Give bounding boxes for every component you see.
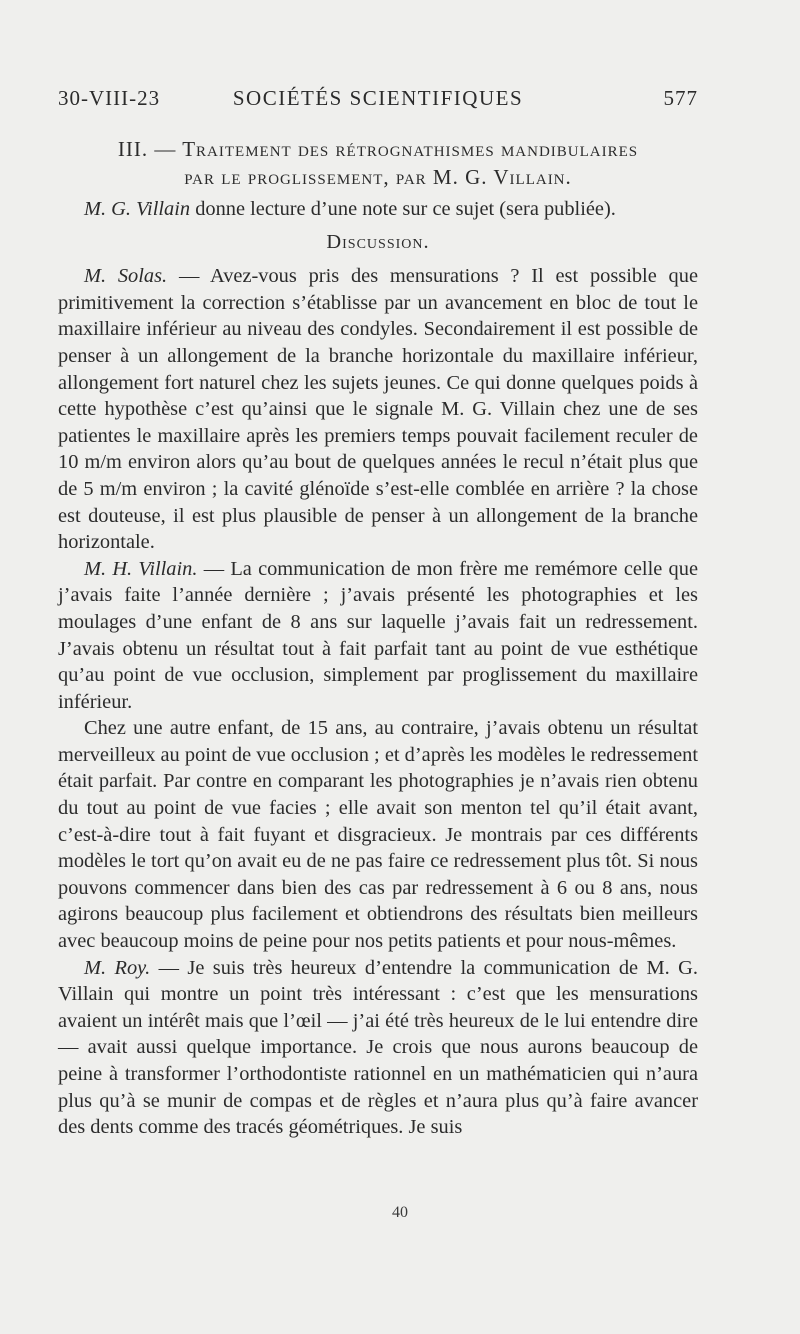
printer-signature: 40 bbox=[392, 1204, 408, 1221]
speaker-name: M. Roy. bbox=[84, 956, 151, 979]
section-title bbox=[58, 135, 698, 191]
speaker-name: M. H. Villain. bbox=[84, 557, 198, 580]
paragraph-text: Chez une autre enfant, de 15 ans, au contraire, j’avais obtenu un résultat merveilleux au point de vue occlusion ; et d’après les modèles le redressement était parfait. Par contre en comparant les photographies je n’avais rien obtenu du tout au point de vue facies ; elle avait son menton tel qu’il était avant, c’est-à-dire tout à fait fuyant et disgracieux. Je montrais par ces différents modèles le tort qu’on avait eu de ne pas faire ce redressement plus tôt. Si nous pouvons commencer dans bien des cas par redressement à 6 ou 8 ans, nous agirons beaucoup plus facilement et obtiendrons des résultats bien meilleurs avec beaucoup moins de peine pour nos petits patients et pour nous-mêmes. bbox=[58, 717, 698, 953]
section-title-line-1: III. — Traitement des rétrognathismes mandibulaires bbox=[117, 137, 639, 161]
paragraph-text: — Avez-vous pris des mensurations ? Il est possible que primitivement la correction s’établisse par un avancement en bloc de tout le maxillaire inférieur au niveau des condyles. Secondairement il est possible de penser à un allongement de la branche horizontale du maxillaire inférieur, allongement fort naturel chez les sujets jeunes. Ce qui donne quelques poids à cette hypothèse c’est qu’ainsi que le signale M. G. Villain chez une de ses patientes le maxillaire après les premiers temps pouvait facilement reculer de 10 m/m environ alors qu’au bout de quelques années le recul n’était plus que de 5 m/m environ ; la cavité glénoïde s’est-elle comblée en arrière ? la chose est douteuse, il est plus plausible de penser à un allongement de la branche horizontale. bbox=[58, 265, 698, 554]
speaker-name: M. G. Villain bbox=[84, 198, 191, 220]
paragraph-solas bbox=[58, 263, 698, 556]
page-number: 577 bbox=[663, 86, 698, 110]
speaker-name: M. Solas. bbox=[84, 265, 168, 288]
article-body bbox=[58, 196, 698, 1141]
paragraph-h-villain bbox=[58, 556, 698, 716]
header-date: 30-VIII-23 bbox=[58, 86, 161, 110]
paragraph-text: donne lecture d’une note sur ce sujet (sera publiée). bbox=[190, 198, 616, 220]
intro-paragraph bbox=[58, 196, 698, 223]
paragraph-text: — Je suis très heureux d’entendre la communication de M. G. Villain qui montre un point très intéressant : c’est que les mensurations avaient un intérêt mais que l’œil — j’ai été très heureux de le lui entendre dire — avait aussi quelque importance. Je crois que nous aurons beaucoup de peine à transformer l’orthodontiste rationnel en un mathématicien qui n’aura plus qu’à se munir de compas et de règles et n’aura plus qu’à faire avancer des dents comme des tracés géométriques. Je suis bbox=[58, 956, 698, 1139]
header-section: SOCIÉTÉS SCIENTIFIQUES bbox=[232, 86, 524, 110]
paragraph-roy bbox=[58, 955, 698, 1141]
section-title-line-2: par le proglissement, par M. G. Villain. bbox=[184, 165, 572, 189]
paragraph-continuation bbox=[58, 715, 698, 954]
discussion-heading: Discussion. bbox=[326, 230, 430, 253]
running-head bbox=[58, 86, 698, 116]
paragraph-text: — La communication de mon frère me remémore celle que j’avais faite l’année dernière ; j’avais présenté les photographies et les moulages d’une enfant de 8 ans sur laquelle j’avais fait un redressement. J’avais obtenu un résultat tout à fait parfait tant au point de vue esthétique qu’au point de vue occlusion, simplement par proglissement du maxillaire inférieur. bbox=[58, 557, 698, 713]
